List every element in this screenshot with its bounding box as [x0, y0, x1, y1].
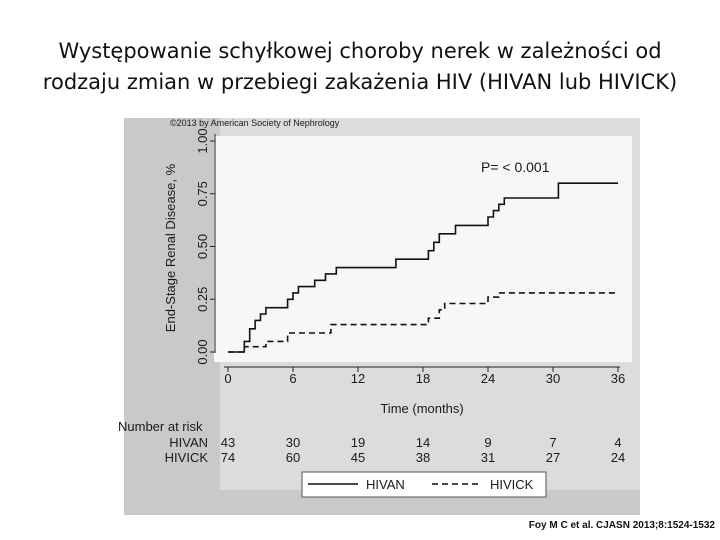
x-tick-label: 36: [610, 371, 626, 386]
p-value-annotation: P= < 0.001: [481, 159, 550, 175]
x-tick-label: 24: [480, 371, 496, 386]
x-tick-label: 0: [224, 371, 232, 386]
series-line-hivick: [228, 293, 618, 352]
risk-table-header: Number at risk: [118, 419, 203, 434]
slide-title-line-2: rodzaju zmian w przebiegi zakażenia HIV (HIVAN lub HIVICK): [42, 70, 678, 94]
x-tick-label: 6: [289, 371, 297, 386]
risk-value: 27: [545, 450, 561, 465]
y-tick-label: 0.25: [195, 286, 210, 312]
legend-label-hivick: HIVICK: [490, 477, 534, 492]
risk-value: 24: [610, 450, 626, 465]
x-tick-label: 12: [350, 371, 366, 386]
risk-value: 60: [285, 450, 301, 465]
risk-value: 30: [285, 435, 301, 450]
legend: [302, 472, 546, 497]
risk-value: 19: [350, 435, 366, 450]
axes: [195, 128, 625, 386]
risk-value: 43: [220, 435, 236, 450]
copyright-text: ©2013 by American Society of Nephrology: [170, 118, 340, 128]
risk-value: 7: [549, 435, 557, 450]
x-tick-label: 30: [545, 371, 561, 386]
y-tick-label: 0.50: [195, 233, 210, 260]
risk-value: 38: [415, 450, 431, 465]
risk-value: 14: [415, 435, 431, 450]
risk-row-label: HIVICK: [164, 450, 208, 465]
risk-value: 4: [614, 435, 622, 450]
y-tick-label: 0.75: [195, 181, 210, 207]
y-axis-label: End-Stage Renal Disease, %: [163, 163, 178, 333]
legend-label-hivan: HIVAN: [366, 477, 405, 492]
risk-row-label: HIVAN: [169, 435, 208, 450]
risk-value: 9: [484, 435, 492, 450]
risk-value: 31: [480, 450, 496, 465]
risk-value: 74: [220, 450, 236, 465]
series-line-hivan: [228, 183, 618, 352]
x-tick-label: 18: [415, 371, 431, 386]
risk-table: [118, 419, 625, 465]
slide-title-line-1: Występowanie schyłkowej choroby nerek w zależności od: [58, 39, 662, 63]
series-lines: [228, 183, 618, 352]
risk-value: 45: [350, 450, 366, 465]
x-axis-label: Time (months): [380, 401, 464, 416]
y-tick-label: 0.00: [195, 339, 210, 365]
citation-credit: Foy M C et al. CJASN 2013;8:1524-1532: [528, 520, 715, 531]
y-tick-label: 1.00: [195, 128, 210, 154]
